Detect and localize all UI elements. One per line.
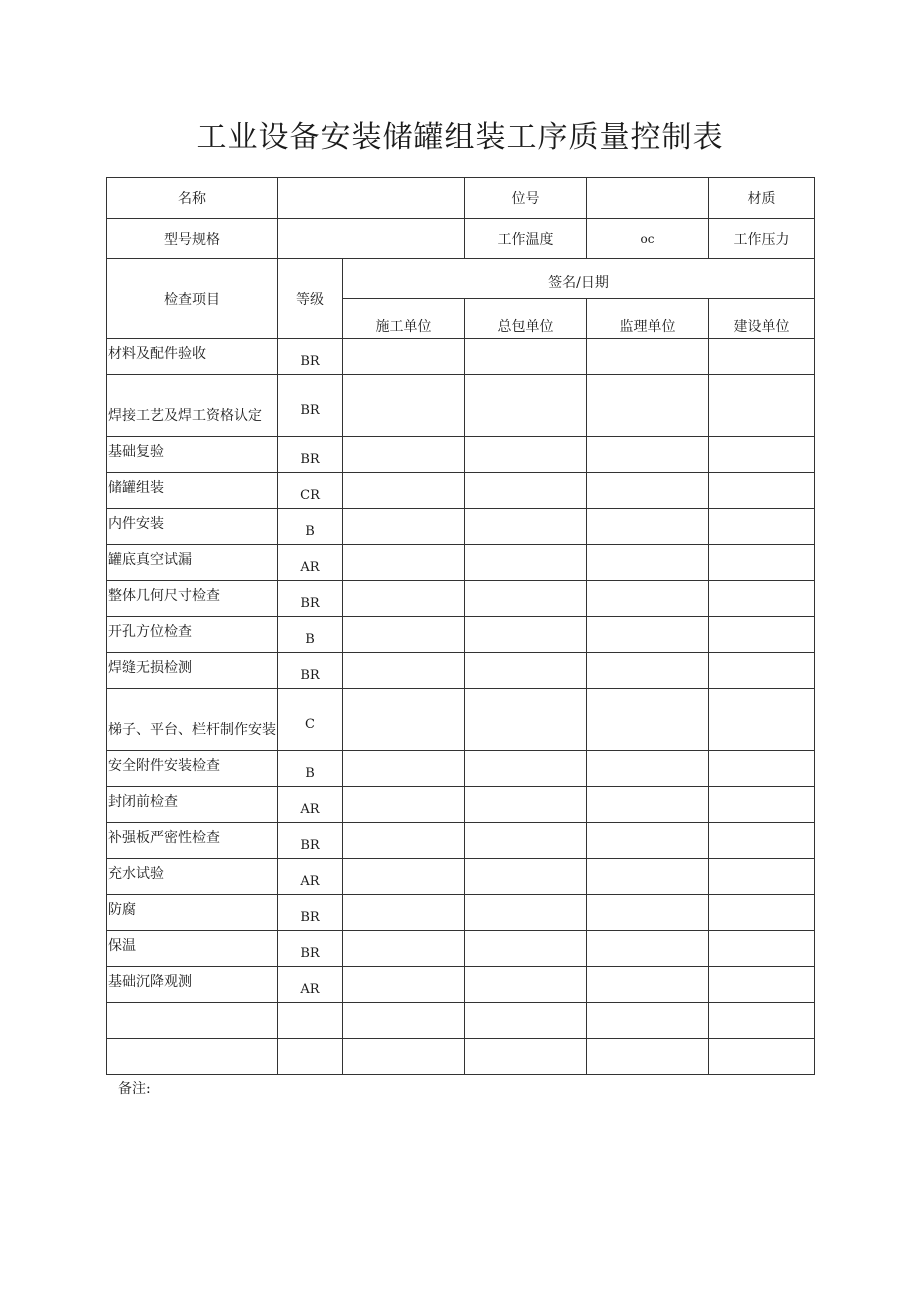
grade-value: B	[278, 617, 343, 653]
supervision-sign-cell[interactable]	[587, 787, 709, 823]
supervision-sign-cell[interactable]	[587, 823, 709, 859]
contractor-sign-cell[interactable]	[465, 581, 587, 617]
supervision-sign-cell[interactable]	[587, 931, 709, 967]
grade-value: B	[278, 751, 343, 787]
supervision-sign-cell[interactable]	[587, 437, 709, 473]
supervision-sign-cell[interactable]	[587, 509, 709, 545]
owner-sign-cell[interactable]	[709, 509, 815, 545]
owner-sign-cell[interactable]	[709, 437, 815, 473]
supervision-sign-cell[interactable]	[587, 1003, 709, 1039]
construction-sign-cell[interactable]	[343, 1039, 465, 1075]
owner-sign-cell[interactable]	[709, 1003, 815, 1039]
construction-sign-cell[interactable]	[343, 1003, 465, 1039]
inspection-item: 储罐组装	[107, 473, 278, 509]
table-row	[107, 473, 815, 509]
inspection-item: 罐底真空试漏	[107, 545, 278, 581]
construction-sign-cell[interactable]	[343, 967, 465, 1003]
owner-sign-cell[interactable]	[709, 787, 815, 823]
contractor-sign-cell[interactable]	[465, 473, 587, 509]
construction-sign-cell[interactable]	[343, 931, 465, 967]
header-row-2	[107, 219, 815, 259]
contractor-sign-cell[interactable]	[465, 751, 587, 787]
header-row-1	[107, 178, 815, 219]
supervision-sign-cell[interactable]	[587, 689, 709, 751]
table-row	[107, 823, 815, 859]
inspection-item: 防腐	[107, 895, 278, 931]
contractor-sign-cell[interactable]	[465, 617, 587, 653]
table-row	[107, 967, 815, 1003]
table-row	[107, 617, 815, 653]
grade-value: AR	[278, 967, 343, 1003]
model-value-cell[interactable]	[278, 219, 465, 259]
contractor-sign-cell[interactable]	[465, 787, 587, 823]
item-cell[interactable]	[107, 1003, 278, 1039]
owner-sign-cell[interactable]	[709, 545, 815, 581]
page-title: 工业设备安装储罐组装工序质量控制表	[196, 120, 724, 155]
construction-sign-cell[interactable]	[343, 473, 465, 509]
inspection-item: 整体几何尺寸检查	[107, 581, 278, 617]
item-cell[interactable]	[107, 1039, 278, 1075]
supervision-sign-cell[interactable]	[587, 581, 709, 617]
construction-sign-cell[interactable]	[343, 653, 465, 689]
construction-sign-cell[interactable]	[343, 581, 465, 617]
construction-sign-cell[interactable]	[343, 823, 465, 859]
supervision-sign-cell[interactable]	[587, 653, 709, 689]
owner-sign-cell[interactable]	[709, 473, 815, 509]
table-row	[107, 895, 815, 931]
inspection-item: 补强板严密性检查	[107, 823, 278, 859]
table-row	[107, 437, 815, 473]
contractor-sign-cell[interactable]	[465, 653, 587, 689]
grade-value: AR	[278, 545, 343, 581]
contractor-sign-cell[interactable]	[465, 967, 587, 1003]
table-row	[107, 689, 815, 751]
grade-value: BR	[278, 375, 343, 437]
position-label: 位号	[465, 178, 587, 219]
owner-sign-cell[interactable]	[709, 689, 815, 751]
grade-value: BR	[278, 437, 343, 473]
inspection-item: 安全附件安装检查	[107, 751, 278, 787]
owner-sign-cell[interactable]	[709, 823, 815, 859]
owner-sign-cell[interactable]	[709, 339, 815, 375]
table-row	[107, 375, 815, 437]
construction-sign-cell[interactable]	[343, 787, 465, 823]
owner-sign-cell[interactable]	[709, 375, 815, 437]
contractor-sign-cell[interactable]	[465, 931, 587, 967]
owner-sign-cell[interactable]	[709, 653, 815, 689]
material-label: 材质	[709, 178, 815, 219]
grade-cell[interactable]	[278, 1003, 343, 1039]
supervision-sign-cell[interactable]	[587, 339, 709, 375]
construction-sign-cell[interactable]	[343, 509, 465, 545]
column-header-row-1	[107, 259, 815, 299]
inspection-item: 材料及配件验收	[107, 339, 278, 375]
inspection-item: 封闭前检查	[107, 787, 278, 823]
owner-sign-cell[interactable]	[709, 859, 815, 895]
owner-sign-cell[interactable]	[709, 967, 815, 1003]
position-value-cell[interactable]	[587, 178, 709, 219]
grade-value: CR	[278, 473, 343, 509]
inspection-item: 保温	[107, 931, 278, 967]
inspection-item: 焊缝无损检测	[107, 653, 278, 689]
contractor-sign-cell[interactable]	[465, 375, 587, 437]
grade-cell[interactable]	[278, 1039, 343, 1075]
construction-sign-cell[interactable]	[343, 545, 465, 581]
supervision-sign-cell[interactable]	[587, 545, 709, 581]
contractor-sign-cell[interactable]	[465, 1039, 587, 1075]
grade-value: BR	[278, 653, 343, 689]
quality-control-table	[106, 177, 815, 1075]
construction-sign-cell[interactable]	[343, 339, 465, 375]
table-row	[107, 859, 815, 895]
grade-value: AR	[278, 787, 343, 823]
supervision-sign-cell[interactable]	[587, 375, 709, 437]
model-label: 型号规格	[107, 219, 278, 259]
owner-sign-cell[interactable]	[709, 931, 815, 967]
owner-sign-cell[interactable]	[709, 617, 815, 653]
owner-sign-cell[interactable]	[709, 581, 815, 617]
table-row	[107, 509, 815, 545]
table-row	[107, 931, 815, 967]
grade-value: AR	[278, 859, 343, 895]
construction-sign-cell[interactable]	[343, 859, 465, 895]
grade-value: C	[278, 689, 343, 751]
table-row	[107, 545, 815, 581]
contractor-sign-cell[interactable]	[465, 823, 587, 859]
inspection-item: 基础复验	[107, 437, 278, 473]
general-contractor-header: 总包单位	[465, 299, 587, 339]
supervision-sign-cell[interactable]	[587, 1039, 709, 1075]
blank-row	[107, 1003, 815, 1039]
temp-unit: oc	[587, 219, 709, 259]
contractor-sign-cell[interactable]	[465, 545, 587, 581]
contractor-sign-cell[interactable]	[465, 689, 587, 751]
table-row	[107, 339, 815, 375]
grade-value: BR	[278, 895, 343, 931]
table-row	[107, 787, 815, 823]
inspection-rows	[107, 339, 815, 1003]
construction-unit-header: 施工单位	[343, 299, 465, 339]
construction-sign-cell[interactable]	[343, 689, 465, 751]
grade-column-header: 等级	[278, 259, 343, 339]
construction-sign-cell[interactable]	[343, 375, 465, 437]
name-value-cell[interactable]	[278, 178, 465, 219]
owner-sign-cell[interactable]	[709, 1039, 815, 1075]
table-row	[107, 751, 815, 787]
temp-label: 工作温度	[465, 219, 587, 259]
owner-sign-cell[interactable]	[709, 895, 815, 931]
supervision-sign-cell[interactable]	[587, 751, 709, 787]
blank-row	[107, 1039, 815, 1075]
inspection-item: 充水试验	[107, 859, 278, 895]
remark-label: 备注:	[118, 1081, 151, 1097]
supervision-sign-cell[interactable]	[587, 473, 709, 509]
grade-value: B	[278, 509, 343, 545]
grade-value: BR	[278, 931, 343, 967]
inspection-item: 焊接工艺及焊工资格认定	[107, 375, 278, 437]
name-label: 名称	[107, 178, 278, 219]
inspection-item: 开孔方位检查	[107, 617, 278, 653]
supervision-unit-header: 监理单位	[587, 299, 709, 339]
grade-value: BR	[278, 823, 343, 859]
contractor-sign-cell[interactable]	[465, 895, 587, 931]
construction-sign-cell[interactable]	[343, 751, 465, 787]
supervision-sign-cell[interactable]	[587, 617, 709, 653]
inspection-item: 基础沉降观测	[107, 967, 278, 1003]
owner-sign-cell[interactable]	[709, 751, 815, 787]
signature-date-header: 签名/日期	[343, 259, 815, 299]
table-row	[107, 653, 815, 689]
pressure-label: 工作压力	[709, 219, 815, 259]
grade-value: BR	[278, 339, 343, 375]
contractor-sign-cell[interactable]	[465, 509, 587, 545]
grade-value: BR	[278, 581, 343, 617]
contractor-sign-cell[interactable]	[465, 437, 587, 473]
item-column-header: 检查项目	[107, 259, 278, 339]
inspection-item: 内件安装	[107, 509, 278, 545]
contractor-sign-cell[interactable]	[465, 1003, 587, 1039]
construction-sign-cell[interactable]	[343, 437, 465, 473]
supervision-sign-cell[interactable]	[587, 859, 709, 895]
supervision-sign-cell[interactable]	[587, 895, 709, 931]
owner-unit-header: 建设单位	[709, 299, 815, 339]
construction-sign-cell[interactable]	[343, 617, 465, 653]
inspection-item: 梯子、平台、栏杆制作安装	[107, 689, 278, 751]
supervision-sign-cell[interactable]	[587, 967, 709, 1003]
contractor-sign-cell[interactable]	[465, 339, 587, 375]
construction-sign-cell[interactable]	[343, 895, 465, 931]
table-row	[107, 581, 815, 617]
contractor-sign-cell[interactable]	[465, 859, 587, 895]
